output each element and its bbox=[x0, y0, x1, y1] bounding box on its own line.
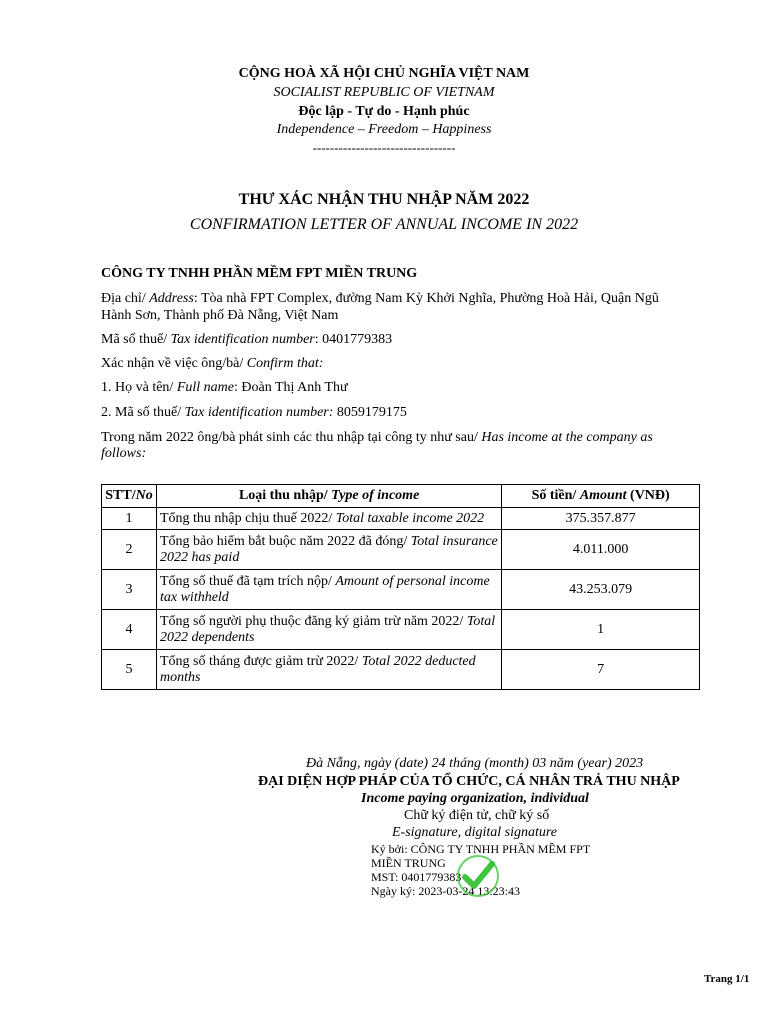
tax-label-en: Tax identification number bbox=[170, 332, 315, 347]
header-type-en: Type of income bbox=[331, 488, 420, 503]
personal-tax-id-line bbox=[101, 404, 407, 421]
country-name-vi: CỘNG HOÀ XÃ HỘI CHỦ NGHĨA VIỆT NAM bbox=[238, 66, 530, 81]
confirm-label-vi: Xác nhận về việc ông/bà/ bbox=[101, 356, 247, 371]
header-amount-unit: (VNĐ) bbox=[626, 488, 670, 503]
table-row bbox=[102, 610, 700, 650]
row-desc-en: Total 2022 dependents bbox=[159, 613, 496, 645]
address-line-1: : Tòa nhà FPT Complex, đường Nam Kỳ Khởi Nghĩa, Phường Hoà Hải, Quận Ngũ bbox=[193, 291, 659, 306]
personal-tax-value: 8059179175 bbox=[333, 405, 407, 420]
income-intro-vi: Trong năm 2022 ông/bà phát sinh các thu nhập tại công ty như sau/ bbox=[101, 430, 482, 445]
income-intro-line-2: follows: bbox=[101, 446, 147, 461]
row-desc-en: Amount of personal income tax withheld bbox=[159, 573, 490, 605]
row-amount: 1 bbox=[502, 610, 700, 650]
tax-label-vi: Mã số thuế/ bbox=[101, 332, 171, 347]
legal-representative-en: Income paying organization, individual bbox=[361, 791, 589, 806]
table-row bbox=[102, 508, 700, 530]
esignature-label-en: E-signature, digital signature bbox=[392, 825, 558, 840]
row-amount: 4.011.000 bbox=[502, 530, 700, 570]
header-amount-vi: Số tiền/ bbox=[531, 488, 580, 503]
company-address bbox=[101, 290, 659, 307]
row-no: 2 bbox=[102, 530, 157, 570]
address-label-en: Address bbox=[149, 291, 194, 306]
full-name-label-en: Full name bbox=[176, 380, 234, 395]
row-description bbox=[156, 530, 501, 570]
row-no: 5 bbox=[102, 650, 157, 690]
signing-date-line: Đà Nẵng, ngày (date) 24 tháng (month) 03 năm (year) 2023 bbox=[306, 756, 644, 771]
row-amount: 7 bbox=[502, 650, 700, 690]
row-desc-en: Total 2022 deducted months bbox=[159, 653, 476, 685]
row-no: 4 bbox=[102, 610, 157, 650]
signed-by-line-1: Ký bởi: CÔNG TY TNHH PHẦN MỀM FPT bbox=[371, 842, 591, 856]
confirm-label bbox=[101, 355, 323, 372]
signature-valid-check-icon bbox=[455, 853, 501, 899]
row-desc-vi: Tổng số tháng được giảm trừ 2022/ bbox=[159, 653, 362, 669]
motto-en: Independence – Freedom – Happiness bbox=[276, 122, 492, 137]
row-desc-vi: Tổng số thuế đã tạm trích nộp/ bbox=[159, 573, 336, 589]
address-label-vi: Địa chỉ/ bbox=[101, 291, 150, 306]
company-name: CÔNG TY TNHH PHẦN MỀM FPT MIỀN TRUNG bbox=[101, 266, 418, 281]
row-amount: 375.357.877 bbox=[502, 508, 700, 530]
table-row bbox=[102, 530, 700, 570]
header-type-vi: Loại thu nhập/ bbox=[238, 488, 332, 503]
row-amount: 43.253.079 bbox=[502, 570, 700, 610]
row-description bbox=[156, 610, 501, 650]
page-number: Trang 1/1 bbox=[704, 973, 750, 985]
full-name-label-vi: 1. Họ và tên/ bbox=[101, 380, 177, 395]
header-type bbox=[156, 485, 501, 508]
confirm-label-en: Confirm that: bbox=[246, 356, 324, 371]
full-name-line bbox=[101, 379, 348, 396]
motto-vi: Độc lập - Tự do - Hạnh phúc bbox=[298, 104, 470, 119]
esignature-label-vi: Chữ ký điện tử, chữ ký số bbox=[404, 808, 550, 823]
header-no bbox=[102, 485, 157, 508]
signer-tax-id: MST: 0401779383 bbox=[371, 870, 462, 884]
document-title-vi: THƯ XÁC NHẬN THU NHẬP NĂM 2022 bbox=[238, 191, 530, 208]
header-no-en: No bbox=[135, 488, 153, 503]
income-table bbox=[101, 484, 700, 690]
document-title-en: CONFIRMATION LETTER OF ANNUAL INCOME IN 2022 bbox=[189, 216, 579, 233]
row-desc-vi: Tổng thu nhập chịu thuế 2022/ bbox=[159, 510, 336, 526]
legal-representative-vi: ĐẠI DIỆN HỢP PHÁP CỦA TỔ CHỨC, CÁ NHÂN TRẢ THU NHẬP bbox=[258, 774, 680, 789]
row-no: 1 bbox=[102, 508, 157, 530]
company-tax-id bbox=[101, 331, 392, 348]
personal-tax-label-vi: 2. Mã số thuế/ bbox=[101, 405, 185, 420]
row-no: 3 bbox=[102, 570, 157, 610]
header-divider: --------------------------------- bbox=[312, 140, 456, 155]
row-desc-vi: Tổng số người phụ thuộc đăng ký giảm trừ năm 2022/ bbox=[159, 613, 467, 629]
table-header-row bbox=[102, 485, 700, 508]
header-no-vi: STT/ bbox=[105, 488, 136, 503]
income-intro bbox=[101, 429, 653, 446]
income-intro-en: Has income at the company as bbox=[481, 430, 653, 445]
row-desc-vi: Tổng bảo hiểm bắt buộc năm 2022 đã đóng/ bbox=[159, 533, 411, 549]
address-line-2: Hành Sơn, Thành phố Đà Nẵng, Việt Nam bbox=[101, 308, 339, 323]
table-row bbox=[102, 650, 700, 690]
tax-value: : 0401779383 bbox=[314, 332, 393, 347]
row-description bbox=[156, 650, 501, 690]
row-desc-en: Total insurance 2022 has paid bbox=[159, 533, 498, 565]
signed-by-line-2: MIỀN TRUNG bbox=[371, 856, 446, 870]
row-description bbox=[156, 508, 501, 530]
row-description bbox=[156, 570, 501, 610]
header-amount-en: Amount bbox=[579, 488, 627, 503]
personal-tax-label-en: Tax identification number: bbox=[184, 405, 334, 420]
header-amount bbox=[502, 485, 700, 508]
full-name-value: : Đoàn Thị Anh Thư bbox=[233, 380, 348, 395]
row-desc-en: Total taxable income 2022 bbox=[335, 510, 485, 526]
signing-timestamp: Ngày ký: 2023-03-24 13:23:43 bbox=[371, 884, 520, 898]
table-row bbox=[102, 570, 700, 610]
country-name-en: SOCIALIST REPUBLIC OF VIETNAM bbox=[273, 85, 495, 100]
